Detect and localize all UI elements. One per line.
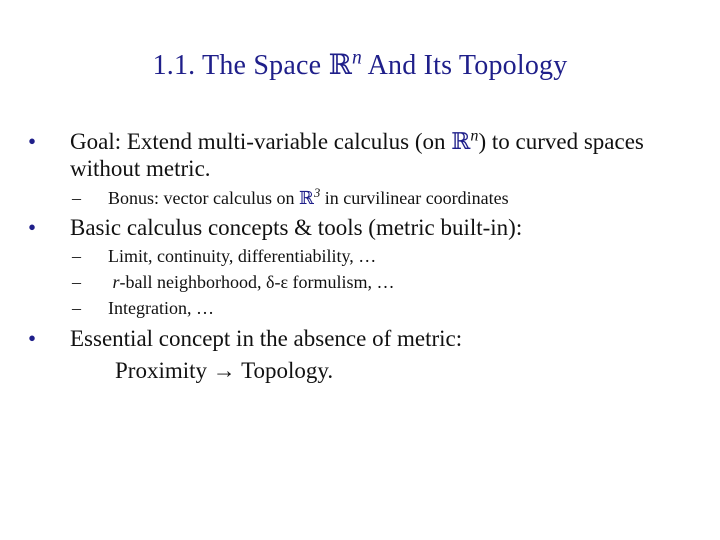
bullet-essential-text: Essential concept in the absence of metric: [70,326,463,351]
bullet-marker: • [28,129,37,154]
goal-superscript: n [470,127,479,145]
bullet-marker: • [28,326,37,351]
bullet-basic-text: Basic calculus concepts & tools (metric built-in): [70,215,523,240]
goal-line2: without metric. [70,156,211,181]
goal-line1-prefix: Goal: Extend multi-variable calculus (on [70,129,452,154]
subbullet-marker: – [72,188,81,208]
bullet-essential [28,325,698,352]
bonus-suffix: in curvilinear coordinates [320,188,509,208]
subbullet-bonus [72,187,692,209]
subbullet-limit-text: Limit, continuity, differentiability, … [108,246,377,266]
bullet-goal [28,128,698,182]
bonus-prefix: Bonus: vector calculus on [108,188,299,208]
rball-rest: -ball neighborhood, δ-ε formulism, … [119,272,395,292]
title-superscript: n [351,47,362,69]
subbullet-limit [72,245,692,267]
real-space-symbol: ℝ [328,50,352,81]
proximity-topology-line: Proximity → Topology. [115,358,334,383]
subbullet-integration [72,297,692,319]
bonus-superscript: 3 [313,186,321,200]
subbullet-rball [72,271,692,293]
bullet-basic [28,214,698,241]
bullet-goal-text [70,128,698,182]
slide-title [0,48,720,82]
subbullet-marker: – [72,298,81,318]
title-suffix: And Its Topology [361,50,568,81]
goal-line1-suffix: ) to curved spaces [478,129,644,154]
real-space-symbol: ℝ [298,188,314,208]
title-prefix: 1.1. The Space [152,50,329,81]
subbullet-integration-text: Integration, … [108,298,214,318]
subbullet-rball-text [108,271,692,293]
subbullet-bonus-text [108,187,692,209]
subbullet-marker: – [72,272,81,292]
bullet-marker: • [28,215,37,240]
rball-r: r [112,272,120,292]
subbullet-marker: – [72,246,81,266]
real-space-symbol: ℝ [451,129,471,154]
